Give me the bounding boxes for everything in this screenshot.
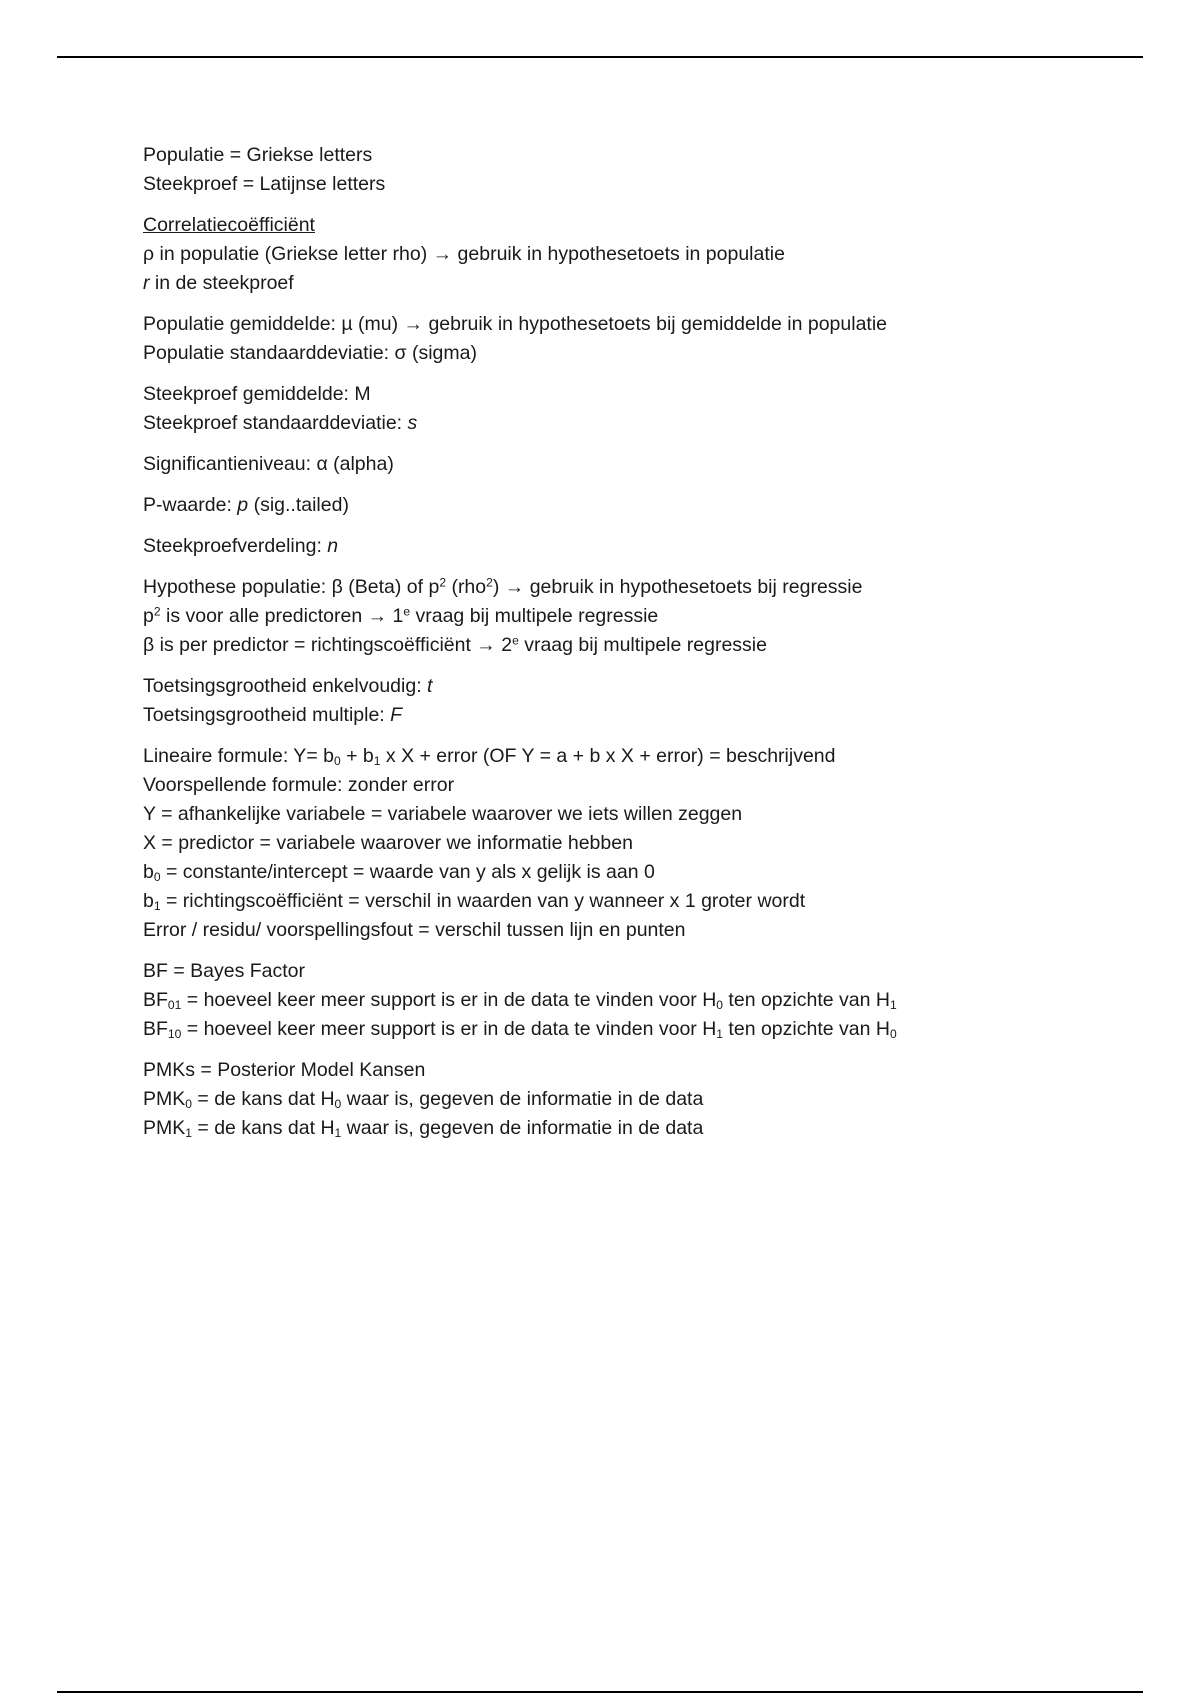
text-line (143, 269, 1143, 298)
text-line (143, 986, 1143, 1015)
paragraph (143, 742, 1143, 945)
text-line (143, 957, 1143, 986)
text-run: (rho (446, 576, 487, 598)
text-run: Steekproef gemiddelde: M (143, 383, 371, 405)
text-line (143, 409, 1143, 438)
text-run: Error / residu/ voorspellingsfout = verschil tussen lijn en punten (143, 919, 686, 941)
text-line (143, 170, 1143, 199)
text-run: 1 (185, 1126, 192, 1141)
text-run: ten opzichte van H (723, 989, 890, 1011)
text-run: Lineaire formule: Y= b (143, 745, 334, 767)
text-run: s (407, 412, 418, 434)
text-line (143, 887, 1143, 916)
text-line (143, 491, 1143, 520)
text-line (143, 742, 1143, 771)
paragraph (143, 672, 1143, 730)
text-run: in de steekproef (149, 272, 294, 294)
text-run: ρ in populatie (Griekse letter rho) → gebruik in hypothesetoets in populatie (143, 243, 785, 265)
text-run: X = predictor = variabele waarover we informatie hebben (143, 832, 633, 854)
text-run: Steekproefverdeling: (143, 535, 328, 557)
text-run: e (512, 633, 519, 648)
text-run: 0 (716, 998, 724, 1013)
text-line (143, 1015, 1143, 1044)
text-run: Steekproef = Latijnse letters (143, 173, 386, 195)
text-line (143, 532, 1143, 561)
text-run: F (390, 704, 403, 726)
header-rule (57, 56, 1143, 58)
text-run: β is per predictor = richtingscoëfficiënt → 2 (143, 634, 513, 656)
text-run: (sig..tailed) (248, 494, 349, 516)
text-run: BF = Bayes Factor (143, 960, 306, 982)
paragraph (143, 380, 1143, 438)
paragraph (143, 491, 1143, 520)
text-line (143, 771, 1143, 800)
text-run: Populatie = Griekse letters (143, 144, 373, 166)
text-run: n (327, 535, 339, 557)
text-run: = de kans dat H (191, 1117, 335, 1139)
paragraph (143, 141, 1143, 199)
text-run: PMK (143, 1117, 186, 1139)
text-run: p (143, 605, 154, 627)
text-run: 1 (373, 754, 381, 769)
text-line (143, 858, 1143, 887)
text-run: 2 (486, 575, 493, 590)
text-run: vraag bij multipele regressie (410, 605, 659, 627)
text-run: r (143, 272, 150, 294)
text-run: = hoeveel keer meer support is er in de data te vinden voor H (181, 989, 717, 1011)
paragraph (143, 310, 1143, 368)
text-run: 1 (334, 1126, 342, 1141)
text-run: 01 (167, 998, 182, 1013)
text-run: 0 (334, 1097, 342, 1112)
text-run: = constante/intercept = waarde van y als x gelijk is aan 0 (160, 861, 655, 883)
text-run: BF (143, 1018, 168, 1040)
text-run: p (237, 494, 249, 516)
text-run: Steekproef standaarddeviatie: (143, 412, 408, 434)
text-run: is voor alle predictoren → 1 (160, 605, 404, 627)
text-run: waar is, gegeven de informatie in de data (341, 1088, 704, 1110)
text-run: 0 (333, 754, 341, 769)
text-run: 2 (153, 604, 161, 619)
text-line (143, 240, 1143, 269)
text-run: Toetsingsgrootheid multiple: (143, 704, 391, 726)
text-run: waar is, gegeven de informatie in de data (341, 1117, 704, 1139)
text-run: = de kans dat H (191, 1088, 335, 1110)
text-run: 0 (185, 1097, 192, 1112)
text-run: b (143, 890, 154, 912)
text-run: BF (143, 989, 168, 1011)
text-run: e (403, 604, 411, 619)
text-run: ten opzichte van H (723, 1018, 890, 1040)
text-run: b (143, 861, 154, 883)
paragraph (143, 957, 1143, 1044)
text-run: 0 (153, 870, 161, 885)
text-run: t (427, 675, 433, 697)
text-line (143, 602, 1143, 631)
paragraph (143, 573, 1143, 660)
text-line (143, 800, 1143, 829)
paragraph (143, 211, 1143, 298)
text-run: 10 (167, 1027, 182, 1042)
text-run: P-waarde: (143, 494, 238, 516)
text-run: Y = afhankelijke variabele = variabele waarover we iets willen zeggen (143, 803, 743, 825)
text-run: x X + error (OF Y = a + b x X + error) = beschrijvend (380, 745, 836, 767)
text-run: 1 (153, 899, 161, 914)
text-run: Populatie standaarddeviatie: σ (sigma) (143, 342, 477, 364)
text-run: Significantieniveau: α (alpha) (143, 453, 394, 475)
text-line (143, 829, 1143, 858)
text-run: Voorspellende formule: zonder error (143, 774, 455, 796)
text-run: ) → gebruik in hypothesetoets bij regressie (492, 576, 863, 598)
text-run: 1 (889, 998, 897, 1013)
text-run: + b (340, 745, 374, 767)
text-run: PMK (143, 1088, 186, 1110)
text-line (143, 141, 1143, 170)
text-run: Toetsingsgrootheid enkelvoudig: (143, 675, 428, 697)
text-run: 1 (716, 1027, 724, 1042)
text-line (143, 1114, 1143, 1143)
document-body (143, 141, 1143, 1155)
text-line (143, 310, 1143, 339)
section-heading: Correlatiecoëfficiënt (143, 214, 315, 236)
text-line (143, 1085, 1143, 1114)
text-line (143, 701, 1143, 730)
text-line (143, 573, 1143, 602)
text-line (143, 631, 1143, 660)
text-run: 2 (439, 575, 447, 590)
text-run: 0 (889, 1027, 897, 1042)
text-line (143, 672, 1143, 701)
text-run: Hypothese populatie: β (Beta) of p (143, 576, 440, 598)
text-line (143, 211, 1143, 240)
text-line (143, 339, 1143, 368)
paragraph (143, 1056, 1143, 1143)
text-run: PMKs = Posterior Model Kansen (143, 1059, 426, 1081)
text-line (143, 1056, 1143, 1085)
text-run: = richtingscoëfficiënt = verschil in waarden van y wanneer x 1 groter wordt (160, 890, 806, 912)
text-run: = hoeveel keer meer support is er in de data te vinden voor H (181, 1018, 717, 1040)
text-line (143, 380, 1143, 409)
paragraph (143, 532, 1143, 561)
text-run: Populatie gemiddelde: µ (mu) → gebruik in hypothesetoets bij gemiddelde in populatie (143, 313, 888, 335)
paragraph (143, 450, 1143, 479)
footer-rule (57, 1691, 1143, 1693)
text-run: vraag bij multipele regressie (518, 634, 767, 656)
text-line (143, 450, 1143, 479)
text-line (143, 916, 1143, 945)
